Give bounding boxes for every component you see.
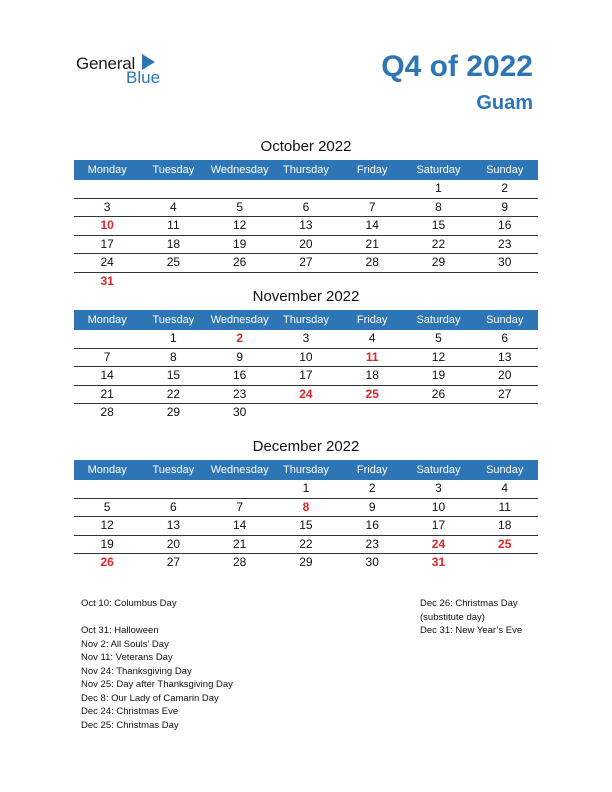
day-cell: 30	[365, 555, 379, 569]
holiday-note: Dec 8: Our Lady of Camarin Day	[81, 692, 219, 704]
day-cell: 9	[236, 349, 243, 364]
weekday-header	[74, 160, 538, 180]
day-cell: 9	[501, 199, 509, 214]
weekday-label: Wednesday	[210, 314, 269, 326]
holiday-note: Oct 31: Halloween	[81, 625, 159, 636]
weekday-label: Wednesday	[210, 164, 269, 176]
day-cell: 22	[166, 386, 181, 401]
week-row	[74, 499, 538, 518]
day-cell: 27	[166, 555, 181, 569]
day-cell: 27	[299, 255, 313, 269]
day-cell: 20	[166, 536, 181, 551]
week-row	[74, 386, 538, 405]
day-cell: 18	[166, 236, 181, 251]
month-calendar	[74, 286, 538, 422]
week-row	[74, 180, 538, 199]
holiday-notes-right	[420, 597, 522, 638]
day-cell: 23	[232, 386, 247, 401]
day-cell: 27	[498, 386, 512, 401]
day-cell: 23	[365, 536, 379, 551]
week-row	[74, 349, 538, 368]
empty-day-cell	[405, 404, 471, 422]
weekday-label: Monday	[87, 314, 127, 326]
holiday-day-cell: 24	[299, 386, 313, 401]
holiday-note: Nov 25: Day after Thanksgiving Day	[81, 679, 233, 690]
weekday-label: Friday	[356, 464, 388, 476]
week-row	[74, 367, 538, 386]
weekday-label: Friday	[356, 164, 388, 176]
weekday-label: Tuesday	[152, 464, 195, 476]
day-cell: 4	[501, 481, 509, 495]
day-cell: 1	[302, 481, 310, 495]
day-cell: 16	[232, 368, 247, 382]
holiday-day-cell: 10	[100, 218, 114, 232]
day-cell: 19	[100, 536, 114, 551]
week-row	[74, 404, 538, 422]
day-cell: 14	[232, 518, 247, 532]
day-cell: 7	[368, 199, 376, 214]
holiday-day-cell: 25	[498, 536, 512, 551]
weekday-label: Tuesday	[152, 314, 195, 326]
weekday-label: Sunday	[486, 464, 524, 476]
empty-day-cell	[74, 330, 140, 348]
weekday-label: Monday	[87, 464, 127, 476]
empty-day-cell	[472, 404, 538, 422]
day-cell: 11	[498, 499, 511, 514]
holiday-day-cell: 26	[100, 555, 114, 569]
holiday-day-cell: 31	[431, 555, 446, 569]
day-cell: 2	[368, 481, 376, 495]
note-spacer	[81, 611, 233, 625]
empty-day-cell	[207, 180, 273, 198]
holiday-note: Nov 24: Thanksgiving Day	[81, 665, 192, 677]
week-row	[74, 254, 538, 273]
month-calendar	[74, 436, 538, 572]
day-cell: 13	[299, 218, 313, 232]
day-cell: 21	[100, 386, 114, 401]
weekday-label: Thursday	[283, 464, 329, 476]
day-cell: 16	[498, 218, 512, 232]
holiday-note: Dec 24: Christmas Eve	[81, 706, 179, 717]
day-cell: 20	[299, 236, 313, 251]
empty-day-cell	[74, 180, 140, 198]
day-cell: 29	[166, 405, 181, 419]
weekday-label: Tuesday	[152, 164, 195, 176]
day-cell: 5	[236, 199, 243, 214]
week-row	[74, 217, 538, 236]
month-title: November 2022	[252, 288, 360, 305]
holiday-notes-left	[81, 597, 233, 732]
day-cell: 2	[501, 181, 509, 195]
day-cell: 28	[100, 405, 114, 419]
holiday-note: Dec 26: Christmas Day	[420, 598, 518, 609]
day-cell: 20	[498, 368, 512, 382]
day-cell: 10	[431, 499, 446, 514]
weekday-label: Sunday	[486, 314, 524, 326]
page-title: Q4 of 2022	[381, 50, 533, 83]
month-title: December 2022	[252, 438, 360, 455]
day-cell: 16	[365, 518, 379, 532]
day-cell: 17	[431, 518, 446, 532]
day-cell: 7	[103, 349, 111, 364]
day-cell: 15	[299, 518, 313, 532]
day-cell: 6	[302, 199, 310, 214]
page-subtitle: Guam	[476, 92, 533, 114]
empty-day-cell	[273, 404, 339, 422]
holiday-day-cell: 2	[236, 331, 243, 345]
day-cell: 15	[166, 368, 181, 382]
day-cell: 23	[498, 236, 512, 251]
week-row	[74, 554, 538, 572]
empty-day-cell	[207, 480, 273, 498]
day-cell: 5	[435, 331, 442, 345]
day-cell: 8	[435, 199, 442, 214]
day-cell: 14	[365, 218, 379, 232]
weekday-label: Friday	[356, 314, 388, 326]
day-cell: 7	[236, 499, 243, 514]
day-cell: 29	[431, 255, 446, 269]
day-cell: 8	[170, 349, 177, 364]
day-cell: 13	[498, 349, 512, 364]
week-row	[74, 517, 538, 536]
day-cell: 19	[431, 368, 446, 382]
weekday-label: Saturday	[416, 314, 461, 326]
day-cell: 21	[365, 236, 379, 251]
empty-day-cell	[339, 180, 405, 198]
day-cell: 28	[232, 555, 247, 569]
weekday-label: Wednesday	[210, 464, 269, 476]
day-cell: 12	[100, 518, 114, 532]
holiday-note: Dec 31: New Year’s Eve	[420, 625, 523, 636]
day-cell: 10	[299, 349, 313, 364]
day-cell: 14	[100, 368, 114, 382]
weekday-label: Saturday	[416, 464, 461, 476]
day-cell: 18	[365, 368, 379, 382]
week-row	[74, 536, 538, 555]
holiday-day-cell: 31	[100, 273, 114, 288]
weekday-header	[74, 310, 538, 330]
day-cell: 19	[232, 236, 247, 251]
holiday-note: Nov 2: All Souls’ Day	[81, 638, 169, 650]
month-calendar	[74, 136, 538, 290]
day-cell: 13	[166, 518, 181, 532]
week-row	[74, 236, 538, 255]
holiday-day-cell: 8	[302, 499, 310, 514]
month-title: October 2022	[260, 138, 352, 155]
day-cell: 22	[431, 236, 446, 251]
day-cell: 26	[232, 255, 247, 269]
holiday-day-cell: 25	[365, 386, 379, 401]
day-cell: 3	[103, 199, 111, 214]
day-cell: 1	[170, 331, 177, 345]
day-cell: 3	[435, 481, 442, 495]
empty-day-cell	[140, 480, 206, 498]
day-cell: 22	[299, 536, 313, 551]
day-cell: 17	[299, 368, 313, 382]
weekday-header	[74, 460, 538, 480]
weekday-label: Thursday	[283, 314, 329, 326]
holiday-note: Dec 25: Christmas Day	[81, 719, 179, 731]
day-cell: 4	[368, 331, 376, 345]
empty-day-cell	[140, 180, 206, 198]
day-cell: 28	[365, 255, 379, 269]
holiday-note: Oct 10: Columbus Day	[81, 598, 177, 609]
weekday-label: Thursday	[283, 164, 329, 176]
day-cell: 30	[232, 405, 247, 419]
day-cell: 12	[232, 218, 247, 232]
day-cell: 24	[100, 255, 114, 269]
day-cell: 6	[501, 331, 509, 345]
day-cell: 25	[166, 255, 181, 269]
holiday-note: Nov 11: Veterans Day	[81, 652, 173, 663]
day-cell: 3	[302, 331, 310, 345]
day-cell: 17	[100, 236, 114, 251]
day-cell: 11	[167, 218, 180, 232]
holiday-day-cell: 11	[365, 349, 379, 364]
week-row	[74, 480, 538, 499]
day-cell: 12	[431, 349, 446, 364]
empty-day-cell	[74, 480, 140, 498]
weekday-label: Sunday	[486, 164, 524, 176]
day-cell: 15	[431, 218, 446, 232]
week-row	[74, 199, 538, 218]
week-row	[74, 330, 538, 349]
day-cell: 4	[170, 199, 177, 214]
day-cell: 30	[498, 255, 512, 269]
day-cell: 21	[232, 536, 247, 551]
logo-general-text: General	[76, 54, 136, 73]
day-cell: 1	[435, 181, 442, 195]
empty-day-cell	[273, 180, 339, 198]
day-cell: 18	[498, 518, 512, 532]
logo-blue-text: Blue	[126, 68, 161, 87]
day-cell: 26	[431, 386, 446, 401]
holiday-note: (substitute day)	[420, 611, 485, 623]
day-cell: 6	[170, 499, 177, 514]
weekday-label: Saturday	[416, 164, 461, 176]
empty-day-cell	[339, 404, 405, 422]
holiday-day-cell: 24	[431, 536, 446, 551]
day-cell: 29	[299, 555, 313, 569]
empty-day-cell	[472, 554, 538, 572]
day-cell: 9	[368, 499, 376, 514]
day-cell: 5	[103, 499, 111, 514]
weekday-label: Monday	[87, 164, 127, 176]
